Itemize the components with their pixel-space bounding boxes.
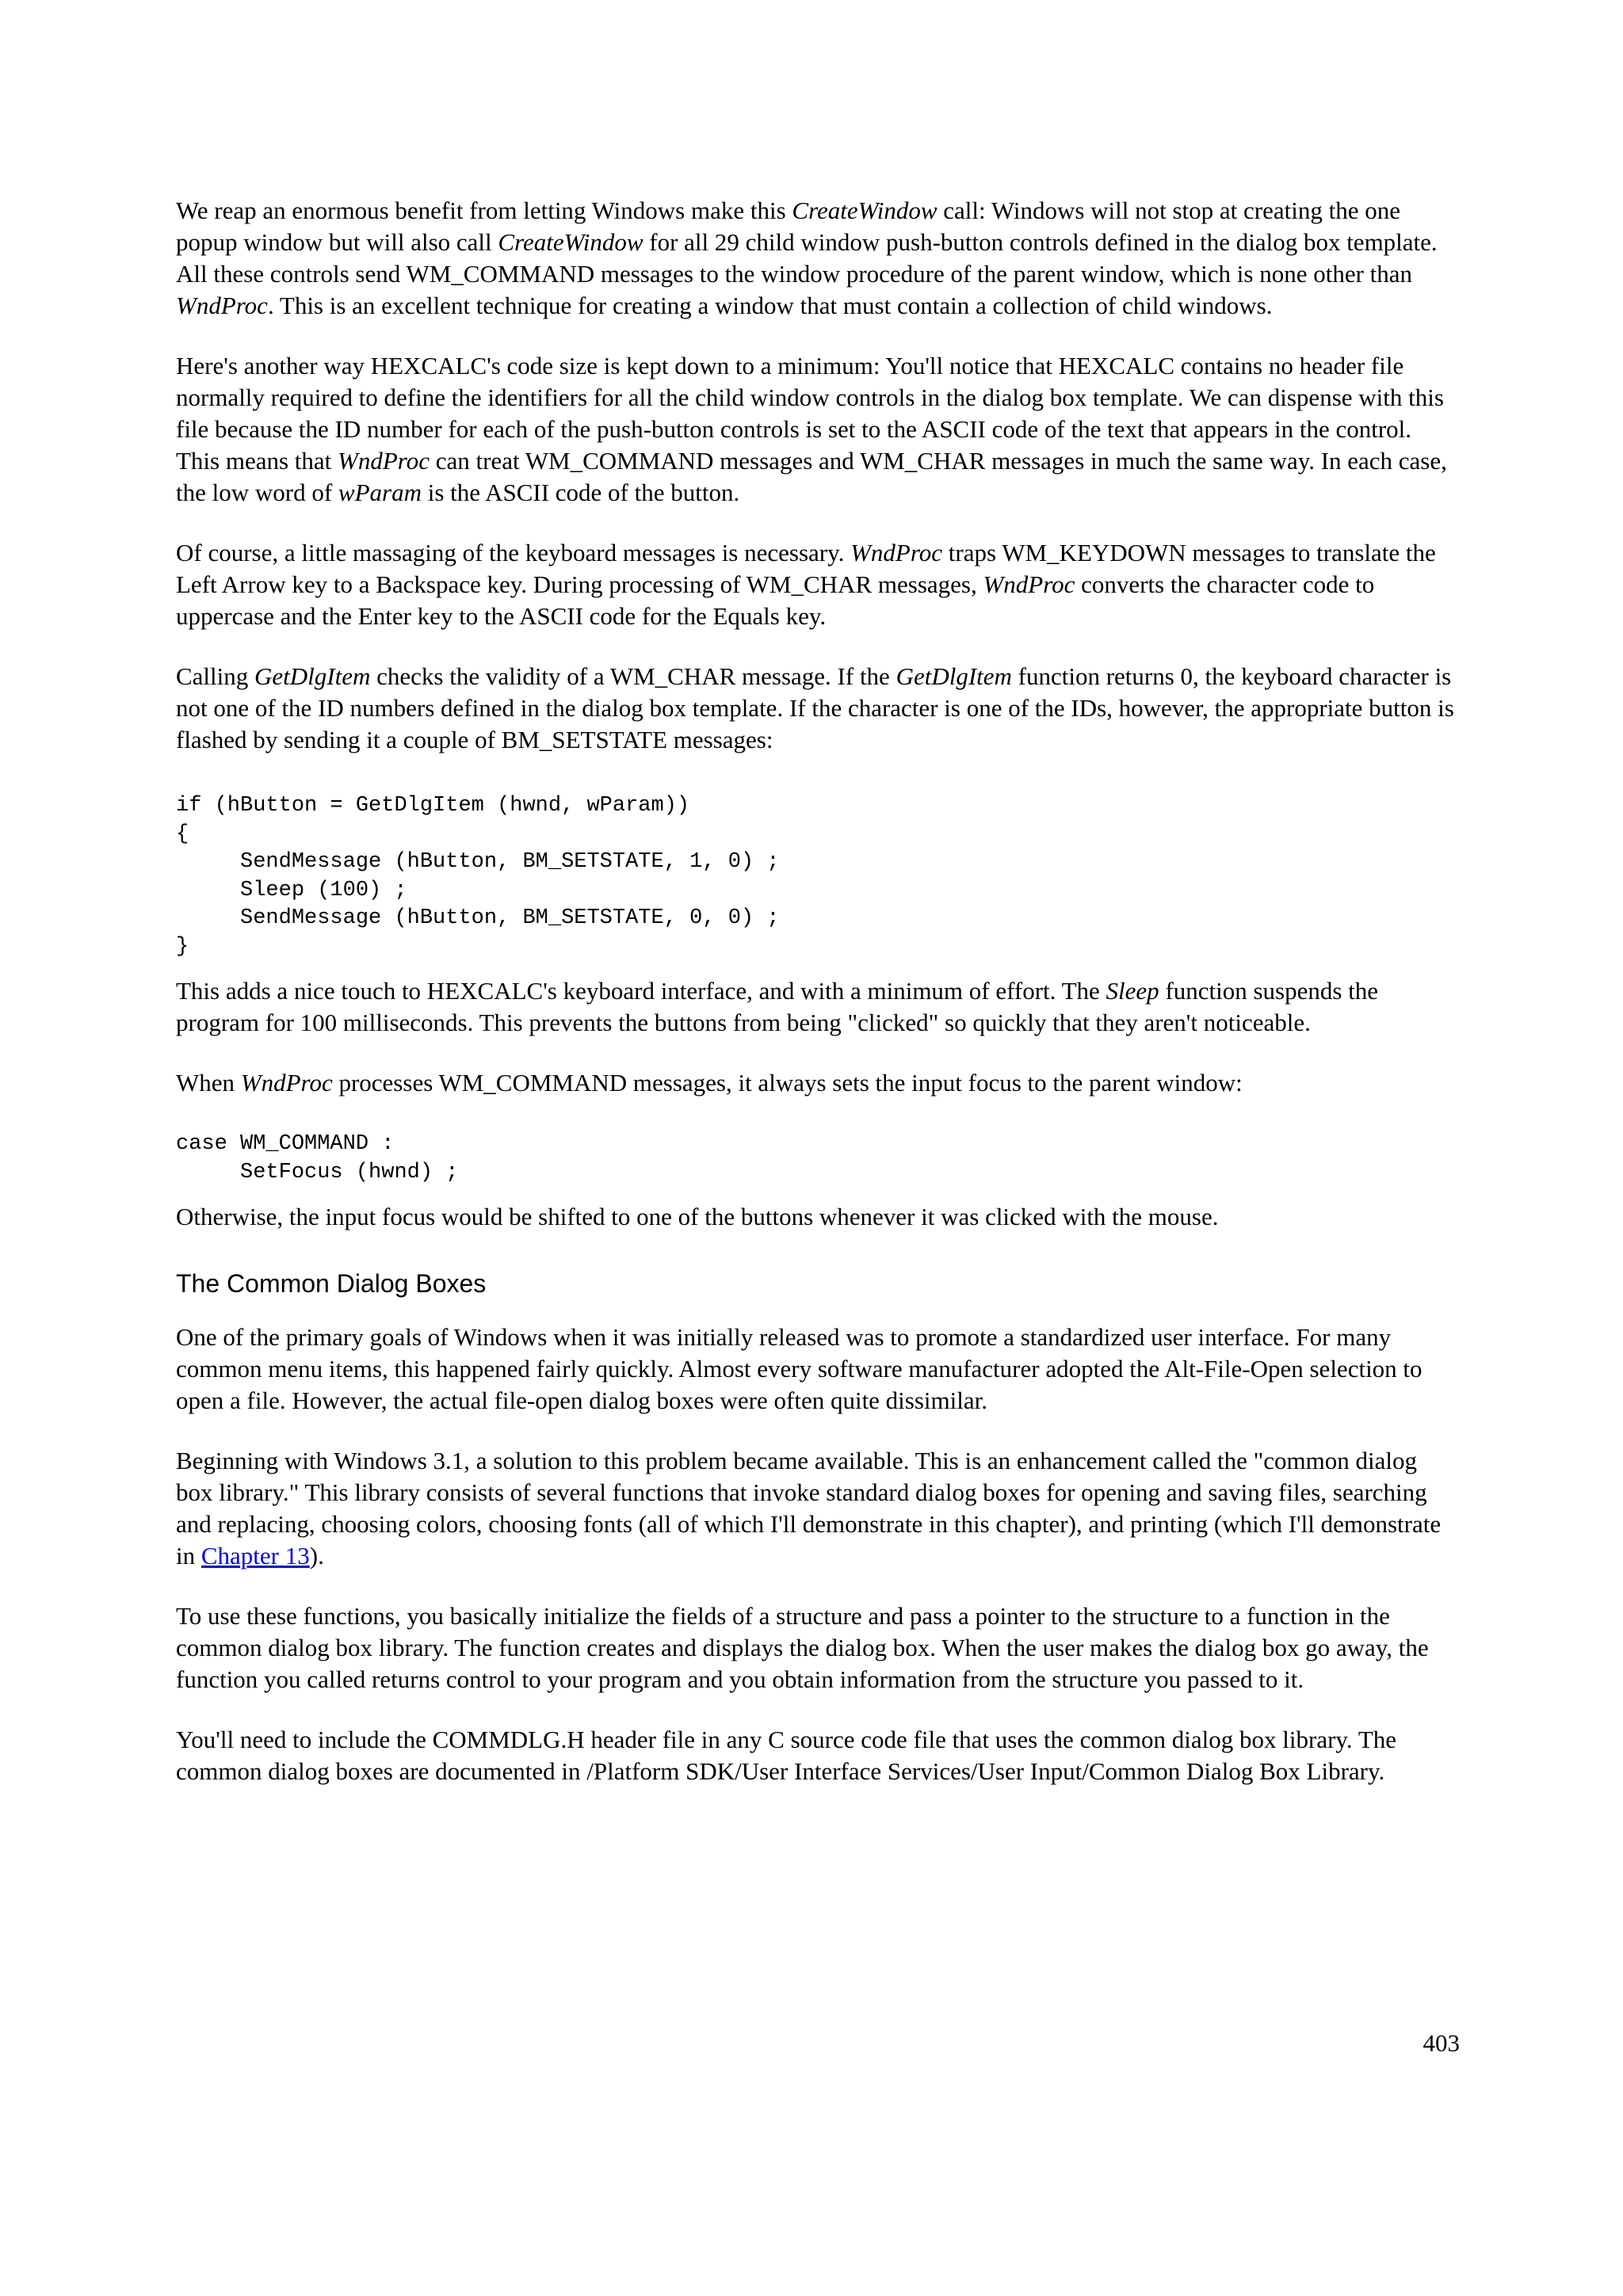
text-run: converts the character code to uppercase and the Enter key to the ASCII code for the Equals key. <box>176 570 1375 630</box>
paragraph-5 <box>176 975 1460 1039</box>
page-number: 403 <box>1423 2029 1460 2057</box>
italic-term: Sleep <box>1106 977 1159 1005</box>
text-run: ). <box>309 1542 324 1569</box>
section-heading: The Common Dialog Boxes <box>176 1269 487 1298</box>
text-run: We reap an enormous benefit from letting Windows make this <box>176 196 792 224</box>
paragraph-3 <box>176 537 1460 632</box>
text-run: is the ASCII code of the button. <box>421 479 740 506</box>
text-run: Calling <box>176 662 255 690</box>
italic-term: WndProc <box>850 539 943 566</box>
document-page <box>176 195 1460 1816</box>
italic-term: WndProc <box>176 292 268 319</box>
text-run: . This is an excellent technique for creating a window that must contain a collection of child windows. <box>267 292 1273 319</box>
text-run: call: Windows will not stop at creating the one popup window but will also call <box>176 196 1400 256</box>
text-run: checks the validity of a WM_CHAR message. If the <box>370 662 896 690</box>
text-run: To use these functions, you basically initialize the fields of a structure and pass a pointer to the structure to a function in the common dialog box library. The function creates and displays the dialog box. When the user makes the dialog box go away, the function you called returns control to your program and you obtain information from the structure you passed to it. <box>176 1602 1429 1693</box>
code-block-setfocus: case WM_COMMAND : SetFocus (hwnd) ; <box>176 1132 459 1184</box>
italic-term: wParam <box>338 479 422 506</box>
paragraph-7 <box>176 1201 1460 1233</box>
paragraph-9 <box>176 1445 1460 1572</box>
paragraph-11 <box>176 1724 1460 1787</box>
italic-term: WndProc <box>338 447 430 475</box>
text-run: traps WM_KEYDOWN messages to translate the Left Arrow key to a Backspace key. During processing of WM_CHAR messages, <box>176 539 1436 598</box>
text-run: This adds a nice touch to HEXCALC's keyboard interface, and with a minimum of effort. The <box>176 977 1106 1005</box>
italic-term: GetDlgItem <box>254 662 371 690</box>
text-run: for all 29 child window push-button controls defined in the dialog box template. All these controls send WM_COMMAND messages to the window procedure of the parent window, which is none other than <box>176 228 1438 288</box>
paragraph-1 <box>176 195 1460 322</box>
text-run: function suspends the program for 100 milliseconds. This prevents the buttons from being "clicked" so quickly that they aren't noticeable. <box>176 977 1379 1036</box>
paragraph-4 <box>176 661 1460 756</box>
italic-term: CreateWindow <box>498 228 643 256</box>
italic-term: WndProc <box>240 1069 333 1097</box>
text-run: Beginning with Windows 3.1, a solution to this problem became available. This is an enhancement called the "common dialog box library." This library consists of several functions that invoke standard dialog boxes for opening and saving files, searching and replacing, choosing colors, choosing fonts (all of which I'll demonstrate in this chapter), and printing (which I'll demonstrate in <box>176 1447 1442 1569</box>
italic-term: GetDlgItem <box>896 662 1012 690</box>
text-run: Of course, a little massaging of the keyboard messages is necessary. <box>176 539 851 566</box>
text-run: function returns 0, the keyboard character is not one of the ID numbers defined in the dialog box template. If the character is one of the IDs, however, the appropriate button is flashed by sending it a couple of BM_SETSTATE messages: <box>176 662 1454 753</box>
paragraph-10 <box>176 1600 1460 1695</box>
text-run: processes WM_COMMAND messages, it always sets the input focus to the parent window: <box>332 1069 1243 1097</box>
italic-term: CreateWindow <box>792 196 938 224</box>
text-run: can treat WM_COMMAND messages and WM_CHAR messages in much the same way. In each case, the low word of <box>176 447 1447 506</box>
paragraph-2 <box>176 350 1460 509</box>
text-run: One of the primary goals of Windows when it was initially released was to promote a standardized user interface. For many common menu items, this happened fairly quickly. Almost every software manufacturer adopted the Alt-File-Open selection to open a file. However, the actual file-open dialog boxes were often quite dissimilar. <box>176 1323 1423 1414</box>
chapter-13-link[interactable]: Chapter 13 <box>200 1542 310 1569</box>
text-run: Otherwise, the input focus would be shifted to one of the buttons whenever it was clicked with the mouse. <box>176 1203 1219 1230</box>
text-run: When <box>176 1069 241 1097</box>
text-run: Here's another way HEXCALC's code size is kept down to a minimum: You'll notice that HEXCALC contains no header file normally required to define the identifiers for all the child window controls in the dialog box template. We can dispense with this file because the ID number for each of the push-button controls is set to the ASCII code of the text that appears in the control. This means that <box>176 352 1444 475</box>
code-block-setstate: if (hButton = GetDlgItem (hwnd, wParam)) { SendMessage (hButton, BM_SETSTATE, 1, 0) ; Sleep (100) ; SendMessage (hButton, BM_SETSTATE, 0, 0) ; } <box>176 794 780 959</box>
paragraph-6 <box>176 1067 1460 1099</box>
paragraph-8 <box>176 1322 1460 1417</box>
text-run: You'll need to include the COMMDLG.H header file in any C source code file that uses the common dialog box library. The common dialog boxes are documented in /Platform SDK/User Interface Services/User Input/Common Dialog Box Library. <box>176 1726 1397 1785</box>
italic-term: WndProc <box>983 570 1075 598</box>
